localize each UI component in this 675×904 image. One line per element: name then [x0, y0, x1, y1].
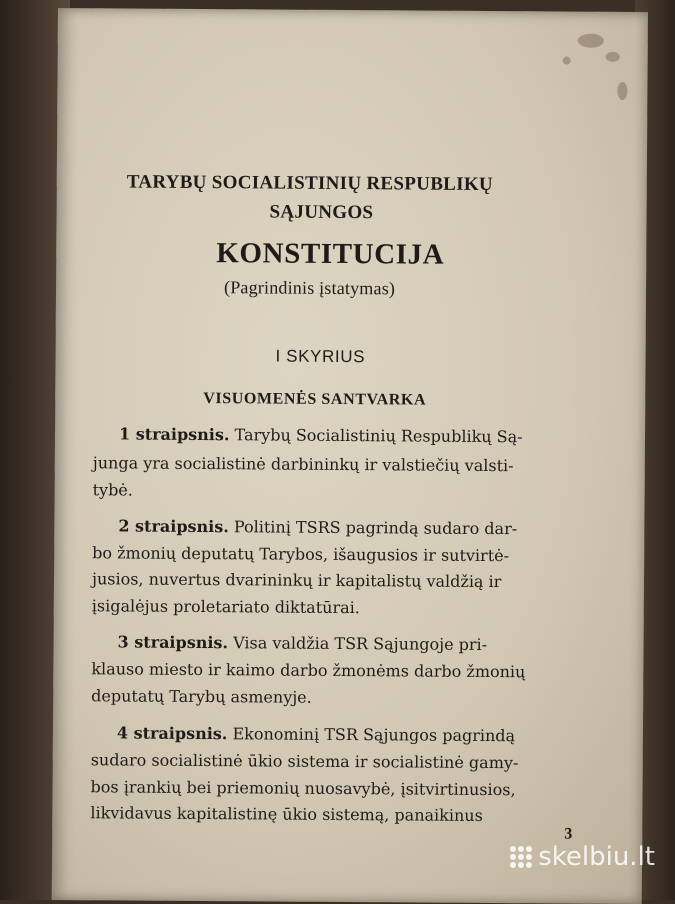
article-2-line-3: jusios, nuvertus dvarininkų ir kapitalistų valdžią ir	[91, 569, 502, 592]
article-4-label: 4 straipsnis.	[116, 723, 228, 744]
heading-line-1: TARYBŲ SOCIALISTINIŲ RESPUBLIKŲ	[126, 171, 494, 196]
article-4-line-3: bos įrankių bei priemonių nuosavybė, įsitvirtinusios,	[90, 777, 516, 800]
document-title: KONSTITUCIJA	[216, 237, 445, 271]
section-heading: VISUOMENĖS SANTVARKA	[203, 390, 427, 409]
article-4-line-1: 4 straipsnis. Ekonominį TSR Sąjungos pagrindą	[116, 723, 516, 746]
article-3-line-3: deputatų Tarybų asmenyje.	[91, 686, 312, 707]
document-subtitle: (Pagrindinis įstatymas)	[223, 277, 396, 299]
watermark-text: skelbiu.lt	[538, 842, 655, 872]
article-3-line-1: 3 straipsnis. Visa valdžia TSR Sąjungoje pri-	[117, 632, 488, 655]
book-page	[52, 8, 648, 904]
page-stain	[578, 34, 604, 48]
page-stain	[563, 57, 571, 65]
dots-logo-icon	[510, 846, 532, 868]
page-number: 3	[564, 825, 573, 843]
heading-line-2: SĄJUNGOS	[269, 201, 374, 224]
chapter-heading: I SKYRIUS	[275, 346, 366, 367]
article-1-line-1: 1 straipsnis. Tarybų Socialistinių Respublikų Są-	[118, 424, 523, 447]
article-2-line-4: įsigalėjus proletariato diktatūrai.	[91, 596, 360, 618]
watermark	[510, 842, 655, 872]
article-2-line-2: bo žmonių deputatų Tarybos, išaugusios ir sutvirtė-	[92, 543, 510, 566]
article-4-line-4: likvidavus kapitalistinę ūkio sistemą, panaikinus	[90, 803, 483, 825]
article-1-label: 1 straipsnis.	[118, 424, 230, 445]
page-stain	[606, 52, 620, 62]
article-1-line-2: junga yra socialistinė darbininkų ir valstiečių valsti-	[92, 453, 514, 476]
article-1-line-3: tybė.	[92, 480, 133, 500]
article-3-line-2: klauso miesto ir kaimo darbo žmonėms darbo žmonių	[91, 659, 526, 682]
article-2-label: 2 straipsnis.	[118, 516, 229, 537]
article-2-line-1: 2 straipsnis. Politinį TSRS pagrindą sudaro dar-	[118, 516, 518, 539]
article-4-line-2: sudaro socialistinė ūkio sistema ir socialistinė gamy-	[90, 750, 519, 773]
article-3-label: 3 straipsnis.	[117, 632, 229, 653]
page-stain	[617, 82, 627, 100]
